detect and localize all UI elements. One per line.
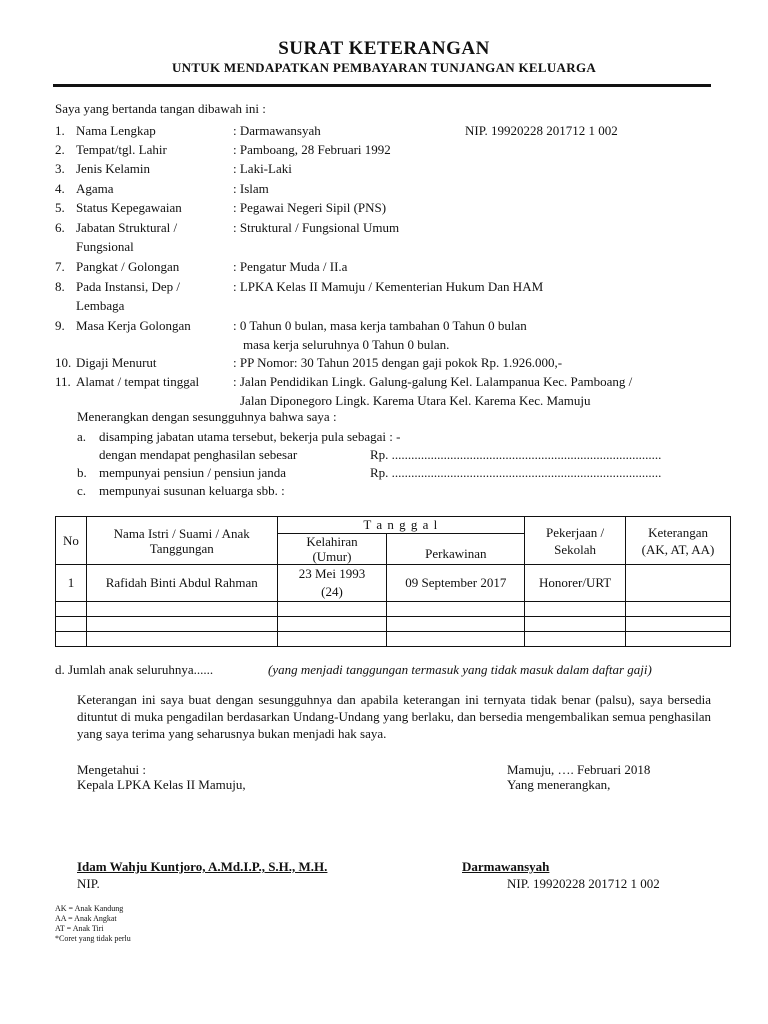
item-number: 1.	[55, 123, 65, 138]
item-value: : Pengatur Muda / II.a	[233, 259, 348, 274]
cell-pekerjaan: Honorer/URT	[525, 565, 626, 602]
item-number: 7.	[55, 259, 65, 274]
legend-note: *Coret yang tidak perlu	[55, 934, 131, 943]
header-keterangan: Keterangan (AK, AT, AA)	[626, 517, 731, 565]
sign-left-nip: NIP.	[77, 876, 100, 891]
item-number: 5.	[55, 200, 65, 215]
item-label: Agama	[76, 181, 114, 196]
item-label: Alamat / tempat tinggal	[76, 374, 200, 389]
declare-b-mark: b.	[77, 465, 87, 480]
item-number: 11.	[55, 374, 71, 389]
sign-left-mengetahui: Mengetahui :	[77, 762, 146, 777]
declare-c-text: mempunyai susunan keluarga sbb. :	[99, 483, 285, 498]
item-label: Nama Lengkap	[76, 123, 156, 138]
item-number: 6.	[55, 220, 65, 235]
sign-right-name: Darmawansyah	[462, 859, 550, 874]
declare-a-rp: Rp. ...................................................................................	[370, 447, 662, 462]
sign-right-place-date: Mamuju, …. Februari 2018	[507, 762, 651, 777]
declare-c-mark: c.	[77, 483, 87, 498]
item-value: : Laki-Laki	[233, 161, 292, 176]
declare-a-income: dengan mendapat penghasilan sebesar	[99, 447, 298, 462]
legend-at: AT = Anak Tiri	[55, 924, 104, 933]
item-value: : Struktural / Fungsional Umum	[233, 220, 400, 235]
item-value: : LPKA Kelas II Mamuju / Kementerian Hukum Dan HAM	[233, 279, 544, 294]
header-tanggal: T a n g g a l	[277, 517, 525, 534]
cell-nama: Rafidah Binti Abdul Rahman	[86, 565, 277, 602]
item-value-cont: Jalan Diponegoro Lingk. Karema Utara Kel. Karema Kec. Mamuju	[240, 393, 591, 408]
item-label: Jabatan Struktural /	[76, 220, 178, 235]
statement-paragraph: Keterangan ini saya buat dengan sesungguhnya dan apabila keterangan ini ternyata tidak benar (palsu), saya bersedia dituntut di muka pengadilan berdasarkan Undang-Undang yang berlaku, dan bersedia mengembalikan semua penghasilan yang saya terima yang seharusnya bukan menjadi hak saya.	[77, 692, 711, 741]
item-number: 4.	[55, 181, 65, 196]
header-perkawinan: Perkawinan	[387, 534, 525, 565]
sign-left-jabatan: Kepala LPKA Kelas II Mamuju,	[77, 777, 246, 792]
document-subtitle: UNTUK MENDAPATKAN PEMBAYARAN TUNJANGAN KELUARGA	[171, 60, 597, 75]
header-nama: Nama Istri / Suami / Anak Tanggungan	[86, 517, 277, 565]
cell-kelahiran	[277, 565, 387, 602]
legend	[55, 904, 131, 944]
legend-ak: AK = Anak Kandung	[55, 904, 124, 913]
item-value-cont: masa kerja seluruhnya 0 Tahun 0 bulan.	[243, 337, 450, 352]
header-kelahiran: Kelahiran (Umur)	[277, 534, 387, 565]
item-label: Pada Instansi, Dep /	[76, 279, 180, 294]
item-number: 10.	[55, 355, 72, 370]
declare-a-mark: a.	[77, 429, 87, 444]
item-label: Status Kepegawaian	[76, 200, 182, 215]
table-row	[56, 565, 731, 602]
item-label-cont: Fungsional	[76, 239, 134, 254]
item-label: Pangkat / Golongan	[76, 259, 180, 274]
item-label: Jenis Kelamin	[76, 161, 151, 176]
cell-no: 1	[56, 565, 87, 602]
legend-aa: AA = Anak Angkat	[55, 914, 117, 923]
item-value: : Jalan Pendidikan Lingk. Galung-galung Kel. Lalampanua Kec. Pamboang /	[233, 374, 633, 389]
cell-keterangan	[626, 565, 731, 602]
intro-text: Saya yang bertanda tangan dibawah ini :	[55, 101, 266, 116]
header-divider	[53, 84, 711, 87]
item-label: Masa Kerja Golongan	[76, 318, 191, 333]
document-title: SURAT KETERANGAN	[278, 38, 490, 59]
jumlah-anak-label: d. Jumlah anak seluruhnya......	[55, 662, 214, 677]
declare-b-text: mempunyai pensiun / pensiun janda	[99, 465, 287, 480]
sign-right-nip: NIP. 19920228 201712 1 002	[507, 876, 660, 891]
item-value: : Pamboang, 28 Februari 1992	[233, 142, 391, 157]
item-label: Tempat/tgl. Lahir	[76, 142, 167, 157]
sign-right-role: Yang menerangkan,	[507, 777, 611, 792]
cell-lahir-umur: (24)	[321, 584, 343, 599]
item-number: 2.	[55, 142, 65, 157]
table-row-empty	[56, 602, 731, 617]
family-table	[55, 516, 731, 647]
header-pekerjaan: Pekerjaan / Sekolah	[525, 517, 626, 565]
item-value: : Islam	[233, 181, 269, 196]
item-value: : 0 Tahun 0 bulan, masa kerja tambahan 0 Tahun 0 bulan	[233, 318, 527, 333]
item-label: Digaji Menurut	[76, 355, 157, 370]
item-value: : Pegawai Negeri Sipil (PNS)	[233, 200, 387, 215]
table-row-empty	[56, 617, 731, 632]
item-value: : Darmawansyah	[233, 123, 321, 138]
table-row-empty	[56, 632, 731, 647]
sign-left-name: Idam Wahju Kuntjoro, A.Md.I.P., S.H., M.H.	[77, 859, 328, 874]
item-value: : PP Nomor: 30 Tahun 2015 dengan gaji pokok Rp. 1.926.000,-	[233, 355, 563, 370]
item-number: 3.	[55, 161, 65, 176]
header-no: No	[56, 517, 87, 565]
cell-lahir-date: 23 Mei 1993	[298, 566, 366, 581]
declare-lead: Menerangkan dengan sesungguhnya bahwa saya :	[77, 409, 337, 424]
item-number: 8.	[55, 279, 65, 294]
item-nip: NIP. 19920228 201712 1 002	[465, 123, 618, 138]
jumlah-anak-note: (yang menjadi tanggungan termasuk yang tidak masuk dalam daftar gaji)	[268, 662, 652, 677]
item-label-cont: Lembaga	[76, 298, 125, 313]
declare-b-rp: Rp. ...................................................................................	[370, 465, 662, 480]
cell-perkawinan: 09 September 2017	[387, 565, 525, 602]
item-number: 9.	[55, 318, 65, 333]
declare-a-text: disamping jabatan utama tersebut, bekerja pula sebagai : -	[99, 429, 401, 444]
